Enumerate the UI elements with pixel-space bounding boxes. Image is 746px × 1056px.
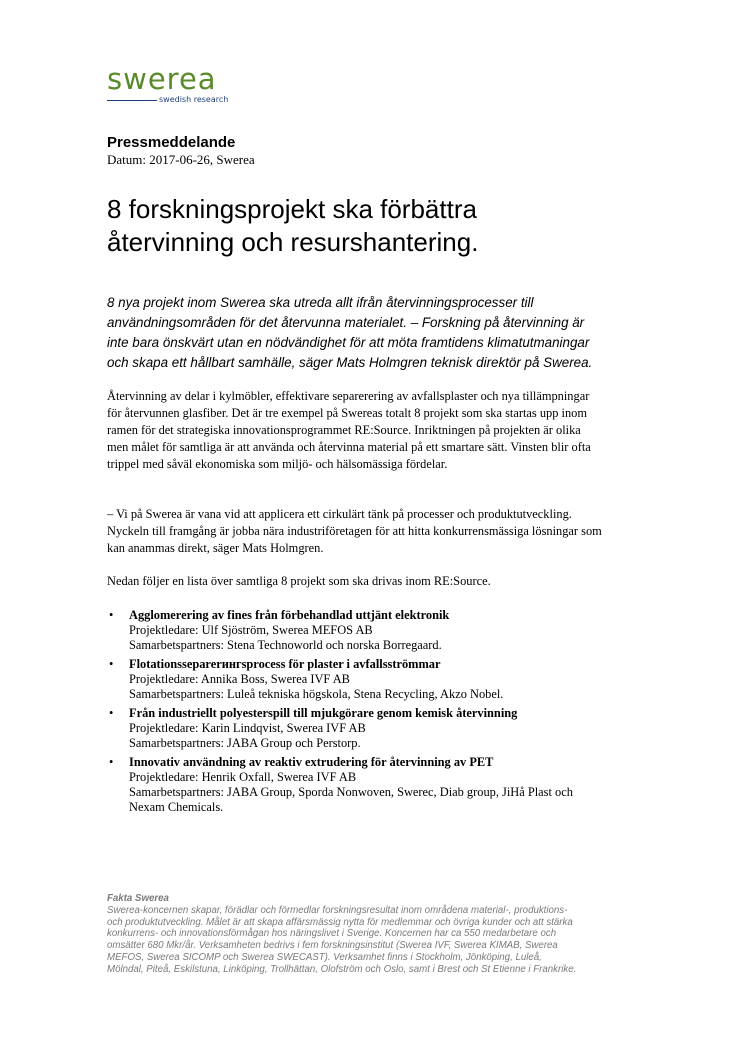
- bullet-icon: •: [109, 755, 114, 769]
- bullet-icon: •: [109, 608, 114, 622]
- fact-line: Mölndal, Piteå, Eskilstuna, Linköping, Trollhättan, Olofström och Oslo, samt i Brest och St Etienne i Frankrike.: [107, 963, 577, 975]
- lead-line: inte bara önskvärt utan en nödvändighet för att möta framtidens klimatutmaningar: [107, 335, 590, 350]
- text-line: ramen för det strategiska innovationsprogrammet RE:Source. Inriktningen på projekten är olika: [107, 423, 581, 437]
- lead-paragraph: [107, 293, 667, 373]
- fact-box-title: Fakta Swerea: [107, 893, 169, 904]
- logo-underline: [107, 100, 157, 101]
- logo-tagline: swedish research: [159, 95, 229, 104]
- body-paragraph-1: [107, 388, 667, 473]
- fact-line: och produktutveckling. Målet är att skapa affärsmässig nytta för medlemmar och övriga kunder och att stärka: [107, 916, 573, 928]
- fact-line: Swerea-koncernen skapar, förädlar och förmedlar forskningsresultat inom områdena material-, produktions-: [107, 904, 568, 916]
- project-title: Innovativ användning av reaktiv extrudering för återvinning av PET: [129, 755, 494, 769]
- text-line: – Vi på Swerea är vana vid att applicera ett cirkulärt tänk på processer och produktutveckling.: [107, 507, 572, 521]
- project-title: Agglomerering av fines från förbehandlad uttjänt elektronik: [129, 608, 450, 622]
- project-partners: Samarbetspartners: Stena Technoworld och norska Borregaard.: [129, 638, 442, 652]
- bullet-icon: •: [109, 657, 114, 671]
- project-partners: Samarbetspartners: JABA Group, Sporda Nonwoven, Swerec, Diab group, JiHå Plast och: [129, 785, 573, 799]
- project-list: [107, 608, 667, 819]
- lead-line: och skapa ett hållbart samhälle, säger Mats Holmgren teknisk direktör på Swerea.: [107, 355, 593, 370]
- page-title: [107, 193, 667, 259]
- text-line: för återvunnen glasfiber. Det är tre exempel på Swereas totalt 8 projekt som ska startas upp inom: [107, 406, 587, 420]
- project-leader: Projektledare: Henrik Oxfall, Swerea IVF AB: [129, 770, 357, 784]
- lead-line: 8 nya projekt inom Swerea ska utreda allt ifrån återvinningsprocesser till: [107, 295, 534, 310]
- fact-line: omsätter 680 Mkr/år. Verksamheten bedrivs i fem forskningsinstitut (Swerea IVF, Swerea KIMAB, Swerea: [107, 940, 558, 952]
- project-leader: Projektledare: Ulf Sjöström, Swerea MEFOS AB: [129, 623, 373, 637]
- project-leader: Projektledare: Annika Boss, Swerea IVF AB: [129, 672, 350, 686]
- project-title: Från industriellt polyesterspill till mjukgörare genom kemisk återvinning: [129, 706, 518, 720]
- list-item: [107, 657, 667, 702]
- press-release-label: Pressmeddelande: [107, 134, 236, 151]
- project-partners-continued: Nexam Chemicals.: [129, 800, 224, 814]
- text-line: Nyckeln till framgång är jobba nära industriföretagen för att hitta konkurrensmässiga lösningar som: [107, 524, 602, 538]
- text-line: men målet för samtliga är att använda och återvinna material på ett smartare sätt. Vinsten blir ofta: [107, 440, 591, 454]
- fact-box: [107, 893, 667, 976]
- title-line-2: återvinning och resurshantering.: [107, 227, 479, 257]
- swerea-logo: [107, 64, 247, 104]
- text-line: Nedan följer en lista över samtliga 8 projekt som ska drivas inom RE:Source.: [107, 574, 491, 588]
- project-partners: Samarbetspartners: JABA Group och Perstorp.: [129, 736, 361, 750]
- list-item: [107, 706, 667, 751]
- body-paragraph-2: [107, 506, 667, 557]
- text-line: trippel med såväl ekonomiska som miljö- och hälsomässiga fördelar.: [107, 457, 448, 471]
- title-line-1: 8 forskningsprojekt ska förbättra: [107, 194, 477, 224]
- project-partners: Samarbetspartners: Luleå tekniska högskola, Stena Recycling, Akzo Nobel.: [129, 687, 504, 701]
- project-title: Flotationsseparerингsprocess för plaster i avfallsströmmar: [129, 657, 441, 671]
- fact-line: MEFOS, Swerea SICOMP och Swerea SWECAST). Verksamhet finns i Stockholm, Jönköping, Luleå,: [107, 951, 542, 963]
- fact-line: konkurrens- och innovationsförmågan hos näringslivet i Sverige. Koncernen har ca 550 medarbetare och: [107, 928, 557, 940]
- text-line: Återvinning av delar i kylmöbler, effektivare separerering av avfallsplaster och nya tillämpningar: [107, 389, 590, 403]
- body-paragraph-3: [107, 573, 667, 590]
- bullet-icon: •: [109, 706, 114, 720]
- project-leader: Projektledare: Karin Lindqvist, Swerea IVF AB: [129, 721, 366, 735]
- list-item: [107, 608, 667, 653]
- text-line: kan anammas direkt, säger Mats Holmgren.: [107, 541, 324, 555]
- lead-line: användningsområden för det återvunna materialet. – Forskning på återvinning är: [107, 315, 585, 330]
- list-item: [107, 755, 667, 815]
- logo-wordmark: swerea: [107, 62, 217, 96]
- date-line: Datum: 2017-06-26, Swerea: [107, 152, 255, 167]
